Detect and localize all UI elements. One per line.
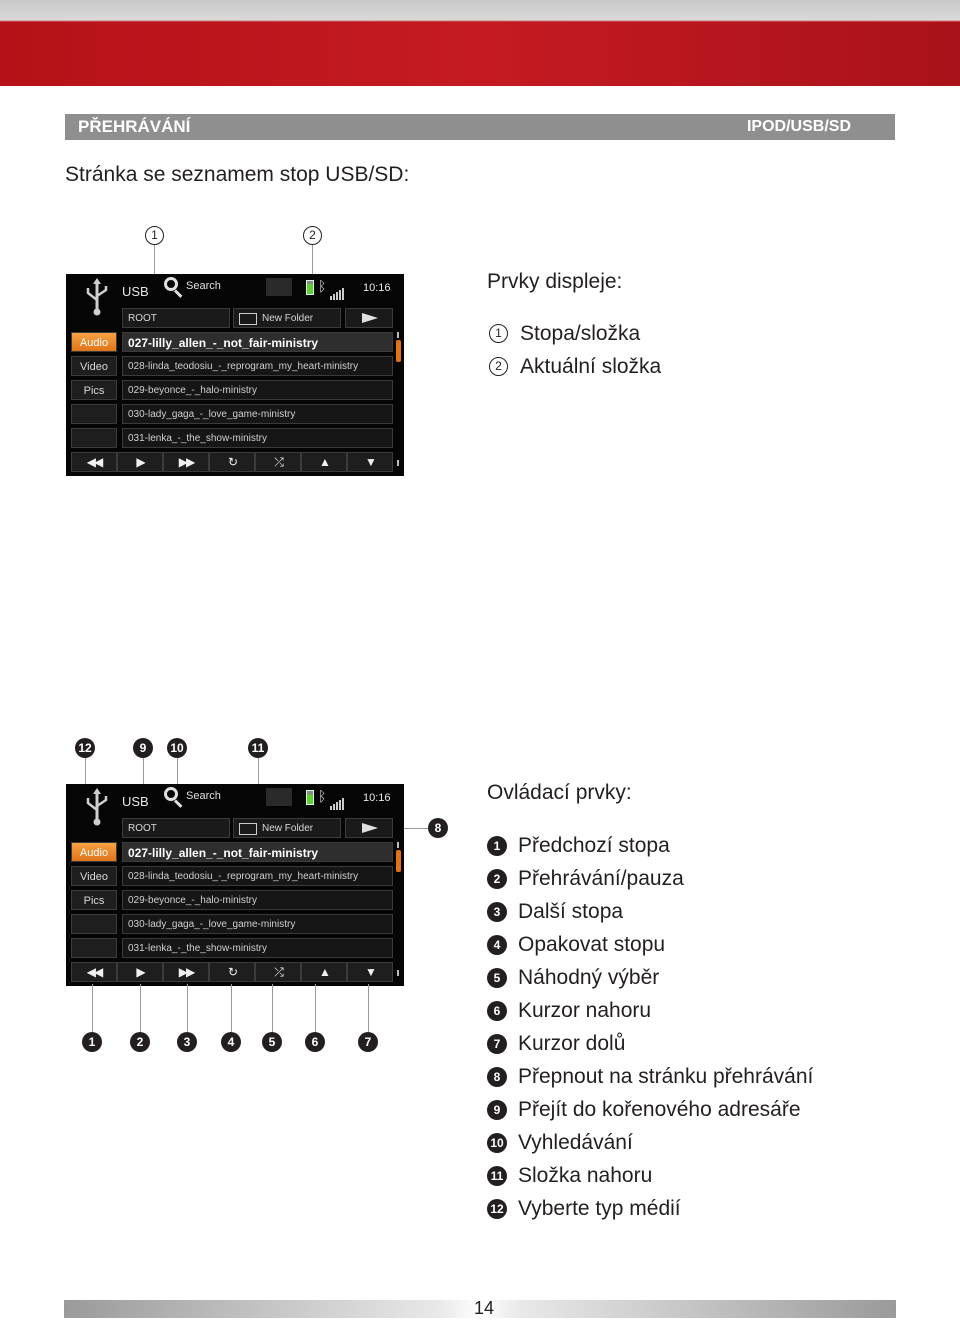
leader-line [140,984,141,1032]
legend-num: 8 [487,1067,507,1087]
play-pause-button[interactable]: ▶ [117,962,163,982]
controls-heading: Ovládací prvky: [487,781,632,804]
scrollbar-thumb[interactable] [396,340,401,362]
usb-label: USB [122,794,149,809]
media-tab-audio[interactable]: Audio [71,332,117,352]
header-stripe [0,22,960,86]
legend-num: 2 [487,869,507,889]
legend-label: Opakovat stopu [518,933,666,956]
bluetooth-icon: ᛒ [318,278,327,294]
previous-track-button[interactable]: ◀◀ [71,962,117,982]
section-bar [65,114,895,140]
legend-label: Vyhledávání [518,1131,633,1154]
legend-label: Kurzor dolů [518,1032,626,1055]
callout-3: 3 [177,1032,197,1052]
page-subtitle: Stránka se seznamem stop USB/SD: [65,163,410,186]
media-tab-empty[interactable] [71,428,117,448]
page-number: 14 [474,1298,495,1318]
legend-num: 6 [487,1001,507,1021]
search-button[interactable]: Search [186,790,221,802]
legend-label: Aktuální složka [520,355,662,378]
callout-6: 6 [305,1032,325,1052]
shuffle-button[interactable]: ⤮ [255,452,301,472]
legend-num: 5 [487,968,507,988]
media-tab-empty[interactable] [71,938,117,958]
leader-line [92,984,93,1032]
track-row[interactable]: 031-lenka_-_the_show-ministry [122,938,393,958]
legend-num: 1 [487,836,507,856]
callout-1: 1 [82,1032,102,1052]
legend-num: 7 [487,1034,507,1054]
track-row[interactable]: 031-lenka_-_the_show-ministry [122,428,393,448]
bluetooth-icon: ᛒ [318,788,327,804]
usb-icon [84,788,110,826]
folder-up-button[interactable] [233,818,341,838]
folder-up-button[interactable] [233,308,341,328]
usb-screen-2 [66,784,404,986]
callout-2: 2 [130,1032,150,1052]
legend-num: 3 [487,902,507,922]
legend-label: Stopa/složka [520,322,641,345]
cursor-down-button[interactable]: ▼ [347,962,393,982]
media-tab-empty[interactable] [71,914,117,934]
track-row[interactable]: 027-lilly_allen_-_not_fair-ministry [122,332,393,352]
now-playing-button[interactable] [345,818,393,838]
leader-line [187,984,188,1032]
clock: 10:16 [363,792,391,804]
now-playing-button[interactable] [345,308,393,328]
search-icon-handle [174,289,182,297]
legend-num: 12 [487,1199,507,1219]
signal-icon [330,792,345,810]
root-button[interactable]: ROOT [122,308,230,328]
next-track-button[interactable]: ▶▶ [163,452,209,472]
previous-track-button[interactable]: ◀◀ [71,452,117,472]
callout-2: 2 [303,226,322,245]
header-banner [0,0,960,86]
usb-screen-1 [66,274,404,476]
legend-label: Složka nahoru [518,1164,653,1187]
track-row[interactable]: 028-linda_teodosiu_-_reprogram_my_heart-ministry [122,356,393,376]
cursor-down-button[interactable]: ▼ [347,452,393,472]
legend-label: Přehrávání/pauza [518,867,684,890]
scrollbar-bottom[interactable] [397,970,399,976]
shuffle-button[interactable]: ⤮ [255,962,301,982]
clock: 10:16 [363,282,391,294]
track-row[interactable]: 027-lilly_allen_-_not_fair-ministry [122,842,393,862]
folder-icon [239,313,257,325]
track-row[interactable]: 030-lady_gaga_-_love_game-ministry [122,914,393,934]
section-category: IPOD/USB/SD [746,118,851,135]
legend-num: 4 [487,935,507,955]
scrollbar-thumb[interactable] [396,850,401,872]
track-row[interactable]: 028-linda_teodosiu_-_reprogram_my_heart-ministry [122,866,393,886]
repeat-button[interactable]: ↻ [209,962,255,982]
usb-icon [84,278,110,316]
callout-8: 8 [428,818,448,838]
leader-line [315,984,316,1032]
display-elements-heading: Prvky displeje: [487,270,623,293]
empty-slot [266,788,292,806]
legend-label: Kurzor nahoru [518,999,652,1022]
media-tab-video[interactable]: Video [71,866,117,886]
current-folder-label: New Folder [262,313,314,324]
folder-icon [239,823,257,835]
media-tab-pics[interactable]: Pics [71,380,117,400]
track-row[interactable]: 029-beyonce_-_halo-ministry [122,380,393,400]
callout-1: 1 [145,226,164,245]
signal-icon [330,282,345,300]
legend-label: Předchozí stopa [518,834,670,857]
media-tab-empty[interactable] [71,404,117,424]
track-row[interactable]: 030-lady_gaga_-_love_game-ministry [122,404,393,424]
callout-7: 7 [358,1032,378,1052]
callout-12: 12 [75,738,95,758]
repeat-button[interactable]: ↻ [209,452,255,472]
callout-9: 9 [133,738,153,758]
scrollbar-bottom[interactable] [397,460,399,466]
current-folder-label: New Folder [262,823,314,834]
legend-num: 9 [487,1100,507,1120]
legend-num: 2 [489,357,508,376]
callout-10: 10 [167,738,187,758]
search-button[interactable]: Search [186,280,221,292]
legend-num: 1 [489,324,508,343]
media-tab-pics[interactable]: Pics [71,890,117,910]
scrollbar-top[interactable] [397,332,399,338]
play-pause-button[interactable]: ▶ [117,452,163,472]
section-title: PŘEHRÁVÁNÍ [78,117,191,136]
legend-label: Další stopa [518,900,624,923]
legend-num: 11 [487,1166,507,1186]
cursor-up-button[interactable]: ▲ [301,452,347,472]
root-button[interactable]: ROOT [122,818,230,838]
legend-num: 10 [487,1133,507,1153]
callout-11: 11 [248,738,268,758]
usb-label: USB [122,284,149,299]
empty-slot [266,278,292,296]
leader-line [368,984,369,1032]
search-icon-handle [174,799,182,807]
leader-line [231,984,232,1032]
legend-label: Náhodný výběr [518,966,660,989]
leader-line [272,984,273,1032]
media-tab-video[interactable]: Video [71,356,117,376]
legend-label: Přejít do kořenového adresáře [518,1098,801,1121]
callout-5: 5 [262,1032,282,1052]
battery-icon [306,790,314,805]
scrollbar-top[interactable] [397,842,399,848]
next-track-button[interactable]: ▶▶ [163,962,209,982]
legend-label: Přepnout na stránku přehrávání [518,1065,814,1088]
battery-icon [306,280,314,295]
legend-label: Vyberte typ médií [518,1197,681,1220]
cursor-up-button[interactable]: ▲ [301,962,347,982]
callout-4: 4 [221,1032,241,1052]
track-row[interactable]: 029-beyonce_-_halo-ministry [122,890,393,910]
media-tab-audio[interactable]: Audio [71,842,117,862]
